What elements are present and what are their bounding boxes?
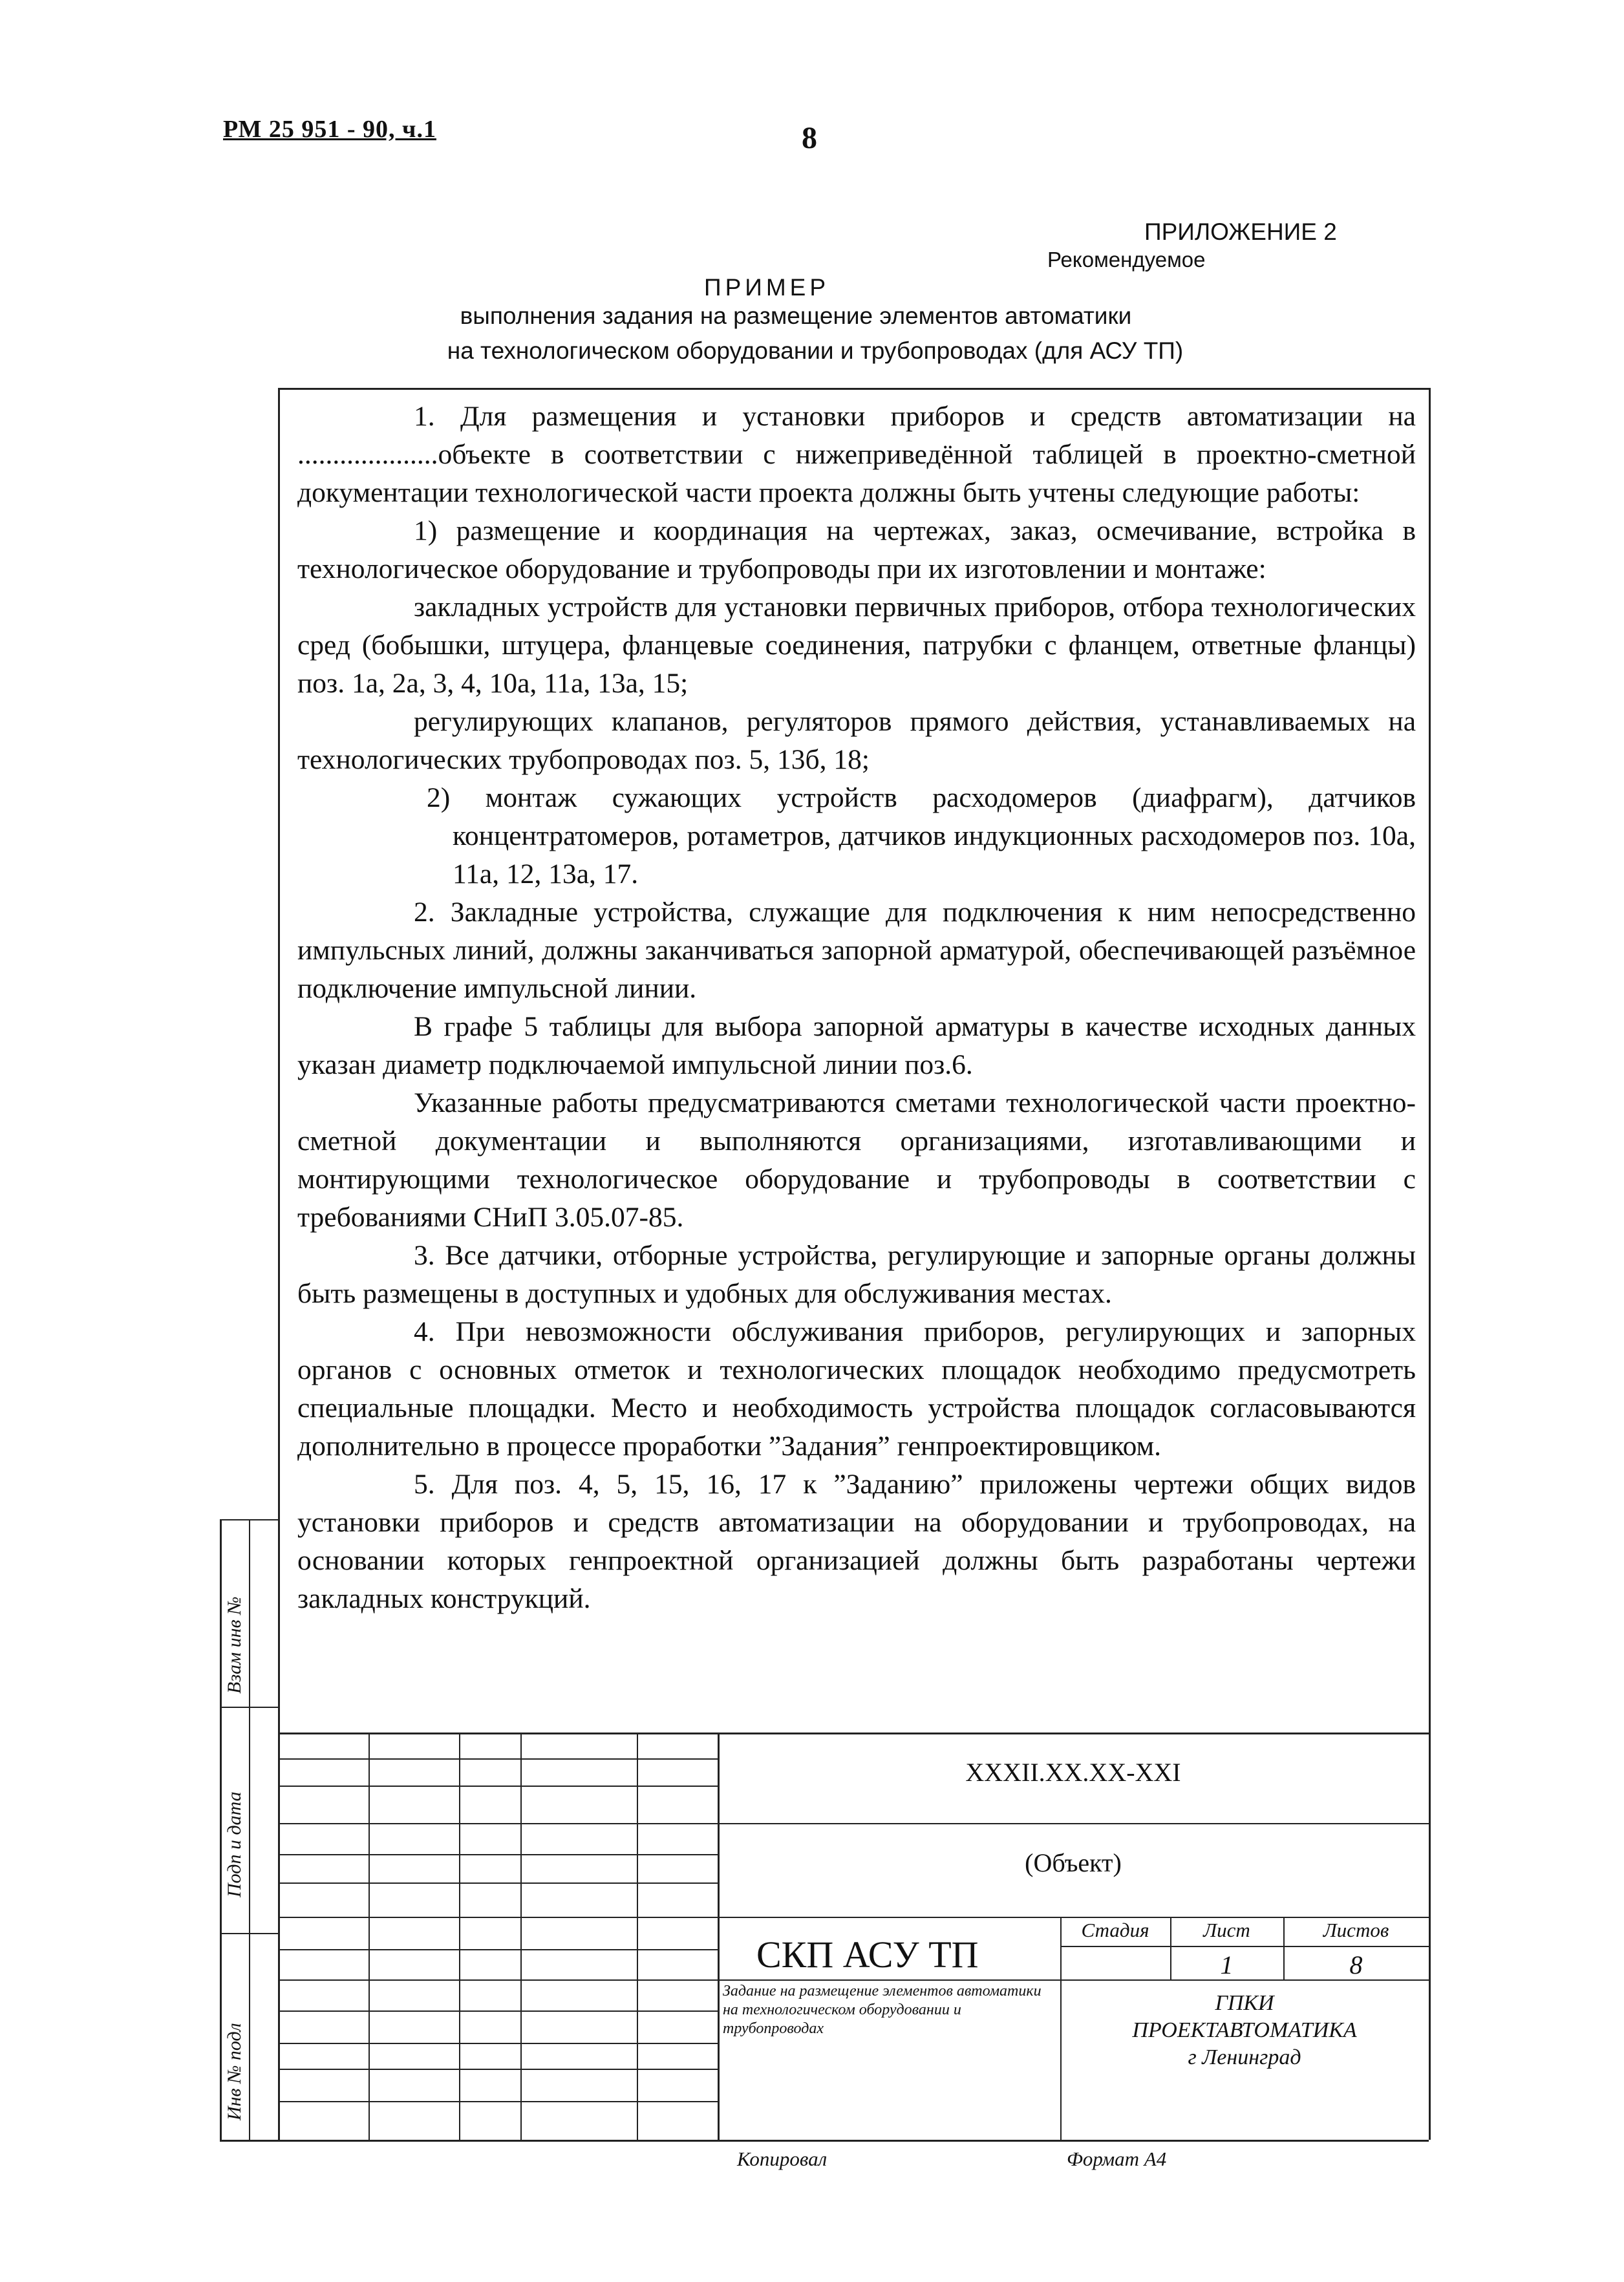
document-code: РМ 25 951 - 90, ч.1 bbox=[223, 116, 436, 143]
paragraph: В графе 5 таблицы для выбора запорной арматуры в качестве исходных данных указан диаметр подключаемой импульсной линии поз.6. bbox=[297, 1011, 1416, 1080]
paragraph: Указанные работы предусматриваются сметами технологической части проектно-сметной документации и выполняются организациями, изготавливающими и монтирующими технологическое оборудование и трубопроводы в соответствии с требованиями СНиП 3.05.07-85. bbox=[297, 1087, 1416, 1233]
stage-header: Стадия bbox=[1081, 1919, 1149, 1941]
sheets-total: 8 bbox=[1349, 1950, 1363, 1979]
document-subtitle-line1: выполнения задания на размещение элементов автоматики bbox=[460, 303, 1132, 329]
paragraph: 1) размещение и координация на чертежах, заказ, осмечивание, встройка в технологическое оборудование и трубопроводы при их изготовлении и монтаже: bbox=[297, 515, 1416, 584]
project-code: XXXII.XX.XX-XXI bbox=[965, 1758, 1181, 1787]
title-block-col bbox=[637, 1733, 638, 2140]
side-stamp-divider bbox=[220, 1519, 278, 1520]
sheets-header: Листов bbox=[1323, 1919, 1389, 1941]
title-block-col bbox=[459, 1733, 460, 2140]
paragraph: 2) монтаж сужающих устройств расходомеров (диафрагм), датчиков концентратомеров, ротаметров, датчиков индукционных расходомеров поз. 10а, 11а, 12, 13а, 17. bbox=[427, 782, 1416, 890]
title-block-col bbox=[520, 1733, 522, 2140]
title-block-line bbox=[278, 1823, 1429, 1824]
system-name: СКП АСУ ТП bbox=[756, 1934, 979, 1976]
title-block-line bbox=[278, 1882, 718, 1884]
title-block-line bbox=[278, 2010, 718, 2012]
title-block-line bbox=[278, 2101, 718, 2102]
body-text bbox=[297, 398, 1416, 1618]
organization-city: г Ленинград bbox=[1188, 2045, 1301, 2069]
object-label: (Объект) bbox=[1025, 1848, 1122, 1877]
appendix-label: ПРИЛОЖЕНИЕ 2 bbox=[1144, 219, 1337, 245]
title-block-col bbox=[369, 1733, 370, 2140]
title-block-line bbox=[278, 1917, 1429, 1918]
paragraph: 5. Для поз. 4, 5, 15, 16, 17 к ”Заданию” приложены чертежи общих видов установки приборов и средств автоматизации на оборудовании и трубопроводах, на основании которых генпроектной организацией должны быть разработаны чертежи закладных конструкций. bbox=[297, 1469, 1416, 1614]
title-block-line bbox=[278, 2069, 718, 2070]
organization-name-2: ПРОЕКТАВТОМАТИКА bbox=[1132, 2018, 1357, 2042]
title-block-top-line bbox=[278, 1733, 1429, 1734]
task-description: Задание на размещение элементов автоматики на технологическом оборудовании и трубопроводах bbox=[723, 1983, 1042, 2037]
frame-top-border bbox=[278, 388, 1429, 390]
paragraph: регулирующих клапанов, регуляторов прямого действия, устанавливаемых на технологических трубопроводах поз. 5, 13б, 18; bbox=[297, 706, 1416, 775]
format-label: Формат А4 bbox=[1067, 2148, 1167, 2170]
frame-left-border bbox=[278, 388, 280, 2140]
document-title: ПРИМЕР bbox=[703, 274, 830, 301]
title-block-line bbox=[278, 1758, 718, 1760]
title-block-line bbox=[278, 2043, 718, 2044]
sheet-number: 1 bbox=[1220, 1950, 1234, 1979]
title-block-col bbox=[718, 1733, 720, 2140]
page-number: 8 bbox=[802, 121, 817, 155]
title-block-line bbox=[278, 1949, 718, 1950]
paragraph: 4. При невозможности обслуживания приборов, регулирующих и запорных органов с основных отметок и технологических площадок необходимо предусмотреть специальные площадки. Место и необходимость устройства площадок согласовываются дополнительно в процессе проработки ”Задания” генпроектировщиком. bbox=[297, 1316, 1416, 1462]
recommended-label: Рекомендуемое bbox=[1047, 248, 1206, 272]
paragraph: 3. Все датчики, отборные устройства, регулирующие и запорные органы должны быть размещены в доступных и удобных для обслуживания местах. bbox=[297, 1240, 1416, 1309]
title-block-line bbox=[278, 1854, 718, 1855]
side-stamp-divider bbox=[220, 1933, 278, 1934]
frame-bottom-border bbox=[220, 2140, 1429, 2142]
frame-right-border bbox=[1429, 388, 1431, 2140]
side-stamp-inner-border bbox=[249, 1519, 250, 2140]
side-stamp-outer-border bbox=[220, 1519, 222, 2140]
paragraph: 1. Для размещения и установки приборов и средств автоматизации на ....................объекте в соответствии с нижеприведённой таблицей в проектно-сметной документации технологической части проекта должны быть учтены следующие работы: bbox=[297, 401, 1416, 508]
document-subtitle-line2: на технологическом оборудовании и трубопроводах (для АСУ ТП) bbox=[447, 337, 1184, 364]
paragraph: 2. Закладные устройства, служащие для подключения к ним непосредственно импульсных линий, должны заканчиваться запорной арматурой, обеспечивающей разъёмное подключение импульсной линии. bbox=[297, 897, 1416, 1004]
sheet-header: Лист bbox=[1203, 1919, 1250, 1941]
title-block-line bbox=[278, 1786, 718, 1787]
title-block-line bbox=[1060, 1946, 1429, 1947]
paragraph: закладных устройств для установки первичных приборов, отбора технологических сред (бобышки, штуцера, фланцевые соединения, патрубки с фланцем, ответные фланцы) поз. 1а, 2а, 3, 4, 10а, 11а, 13а, 15; bbox=[297, 592, 1416, 699]
side-stamp-divider bbox=[220, 1707, 278, 1708]
organization-name-1: ГПКИ bbox=[1215, 1991, 1274, 2015]
copied-label: Копировал bbox=[737, 2148, 828, 2170]
